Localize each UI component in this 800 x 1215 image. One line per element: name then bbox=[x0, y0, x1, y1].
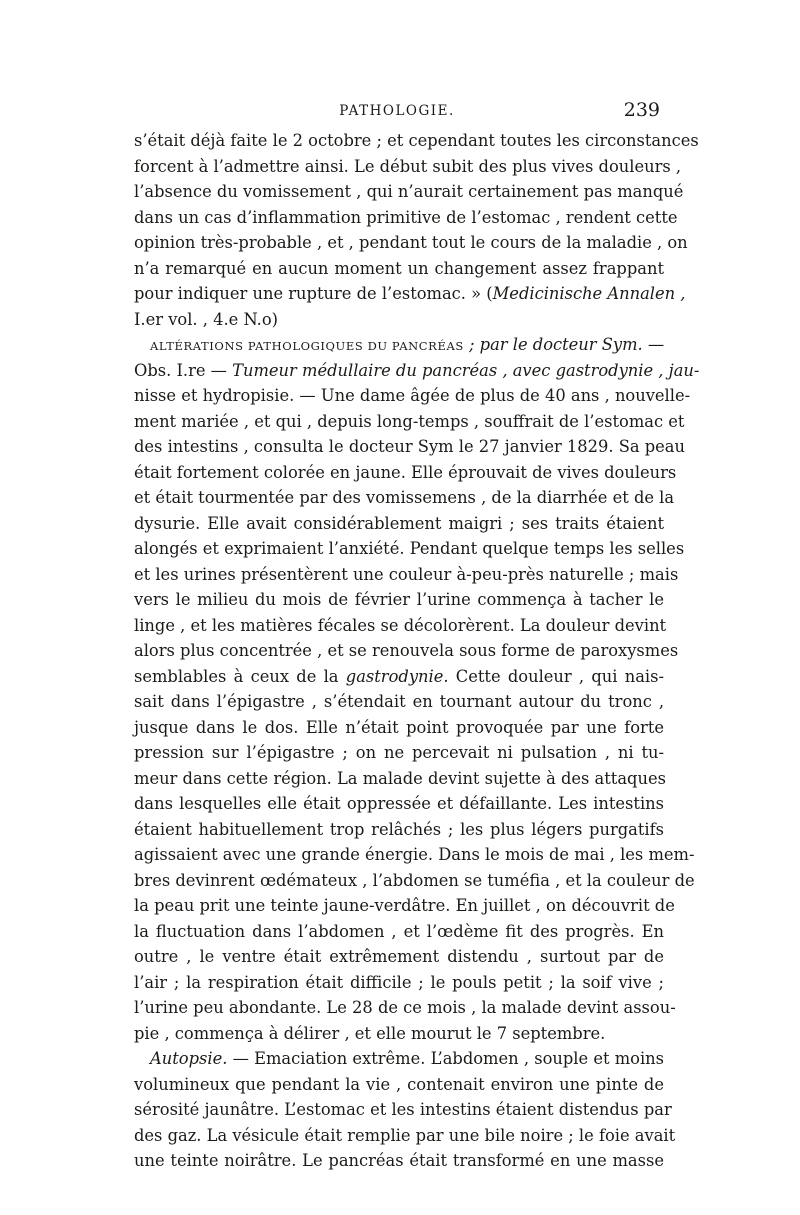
text-line: et était tourmentée par des vomissemens , de la diarrhée et de la bbox=[134, 488, 675, 507]
text-line: alors plus concentrée , et se renouvela sous forme de paroxysmes bbox=[134, 641, 679, 660]
text-line: sait dans l’épigastre , s’étendait en tournant autour du tronc , bbox=[134, 692, 664, 711]
text-line: I.er vol. , 4.e N.o) bbox=[134, 309, 278, 329]
citation-title: Medicinische Annalen , bbox=[492, 284, 686, 303]
text-line: l’absence du vomissement , qui n’aurait certainement pas manqué bbox=[134, 182, 684, 201]
text-line: outre , le ventre était extrêmement distendu , surtout par de bbox=[134, 947, 664, 966]
text-line: la fluctuation dans l’abdomen , et l’œdème fit des progrès. En bbox=[134, 921, 664, 941]
text-line: dans lesquelles elle était oppressée et défaillante. Les intestins bbox=[134, 794, 664, 813]
text-line: s’était déjà faite le 2 octobre ; et cependant toutes les circonstances bbox=[134, 131, 699, 150]
text-line: et les urines présentèrent une couleur à-peu-près naturelle ; mais bbox=[134, 564, 679, 584]
text-line: dysurie. Elle avait considérablement maigri ; ses traits étaient bbox=[134, 513, 664, 533]
text-line: opinion très-probable , et , pendant tout le cours de la maladie , on bbox=[134, 233, 688, 252]
text-line: meur dans cette région. La malade devint sujette à des attaques bbox=[134, 768, 666, 788]
text-line: linge , et les matières fécales se décolorèrent. La douleur devint bbox=[134, 615, 667, 635]
text-line: la peau prit une teinte jaune-verdâtre. En juillet , on découvrit de bbox=[134, 896, 675, 915]
text-line: l’urine peu abondante. Le 28 de ce mois , la malade devint assou- bbox=[134, 998, 676, 1017]
text-line: l’air ; la respiration était difficile ; le pouls petit ; la soif vive ; bbox=[134, 972, 664, 992]
text-span: — Emaciation extrême. L’abdomen , souple et moins bbox=[227, 1049, 664, 1068]
text-line: ment mariée , et qui , depuis long-temps , souffrait de l’estomac et bbox=[134, 411, 685, 431]
running-head bbox=[134, 99, 660, 123]
text-span: Cette douleur , qui nais- bbox=[448, 666, 664, 686]
text-line: pie , commença à délirer , et elle mourut le 7 septembre. bbox=[134, 1023, 606, 1043]
text-line: alongés et exprimaient l’anxiété. Pendant quelque temps les selles bbox=[134, 539, 685, 558]
text-line: bres devinrent œdémateux , l’abdomen se tuméfia , et la couleur de bbox=[134, 870, 695, 890]
text-line: des gaz. La vésicule était remplie par une bile noire ; le foie avait bbox=[134, 1125, 676, 1145]
text-line: vers le milieu du mois de février l’urine commença à tacher le bbox=[134, 590, 664, 609]
text-line: volumineux que pendant la vie , contenait environ une pinte de bbox=[134, 1074, 664, 1094]
text-line: forcent à l’admettre ainsi. Le début subit des plus vives douleurs , bbox=[134, 156, 682, 176]
text-line: dans un cas d’inflammation primitive de l’estomac , rendent cette bbox=[134, 207, 678, 227]
text-span: pour indiquer une rupture de l’estomac. » ( bbox=[134, 284, 493, 303]
text-line: était fortement colorée en jaune. Elle éprouvait de vives douleurs bbox=[134, 462, 677, 482]
italic-term: gastrodynie. bbox=[345, 666, 449, 686]
section-heading-author: ; par le docteur Sym. — bbox=[463, 335, 665, 354]
text-line: étaient habituellement trop relâchés ; les plus légers purgatifs bbox=[134, 819, 664, 839]
page-number: 239 bbox=[623, 99, 660, 121]
autopsie-paragraph-start bbox=[134, 1046, 664, 1072]
section-heading bbox=[134, 332, 664, 358]
text-line bbox=[134, 281, 686, 307]
running-title: PATHOLOGIE. bbox=[339, 103, 455, 119]
text-line: nisse et hydropisie. — Une dame âgée de plus de 40 ans , nouvelle- bbox=[134, 386, 691, 405]
autopsie-label: Autopsie. bbox=[150, 1049, 228, 1068]
text-span: semblables à ceux de la bbox=[134, 666, 346, 686]
text-line: n’a remarqué en aucun moment un changement assez frappant bbox=[134, 258, 664, 278]
observation-title: Tumeur médullaire du pancréas , avec gastrodynie , jau- bbox=[232, 360, 700, 380]
observation-title-line bbox=[134, 358, 700, 384]
text-line: pression sur l’épigastre ; on ne percevait ni pulsation , ni tu- bbox=[134, 743, 664, 762]
text-line: agissaient avec une grande énergie. Dans le mois de mai , les mem- bbox=[134, 845, 695, 864]
text-line: jusque dans le dos. Elle n’était point provoquée par une forte bbox=[134, 717, 664, 737]
text-line: sérosité jaunâtre. L’estomac et les intestins étaient distendus par bbox=[134, 1100, 672, 1119]
obs-label: Obs. I.re — bbox=[134, 360, 233, 380]
text-line bbox=[134, 664, 664, 690]
body-text bbox=[134, 128, 700, 1174]
section-heading-caps: ALTÉRATIONS PATHOLOGIQUES DU PANCRÉAS bbox=[150, 339, 464, 353]
text-line: des intestins , consulta le docteur Sym le 27 janvier 1829. Sa peau bbox=[134, 437, 685, 456]
text-line: une teinte noirâtre. Le pancréas était transformé en une masse bbox=[134, 1151, 664, 1170]
